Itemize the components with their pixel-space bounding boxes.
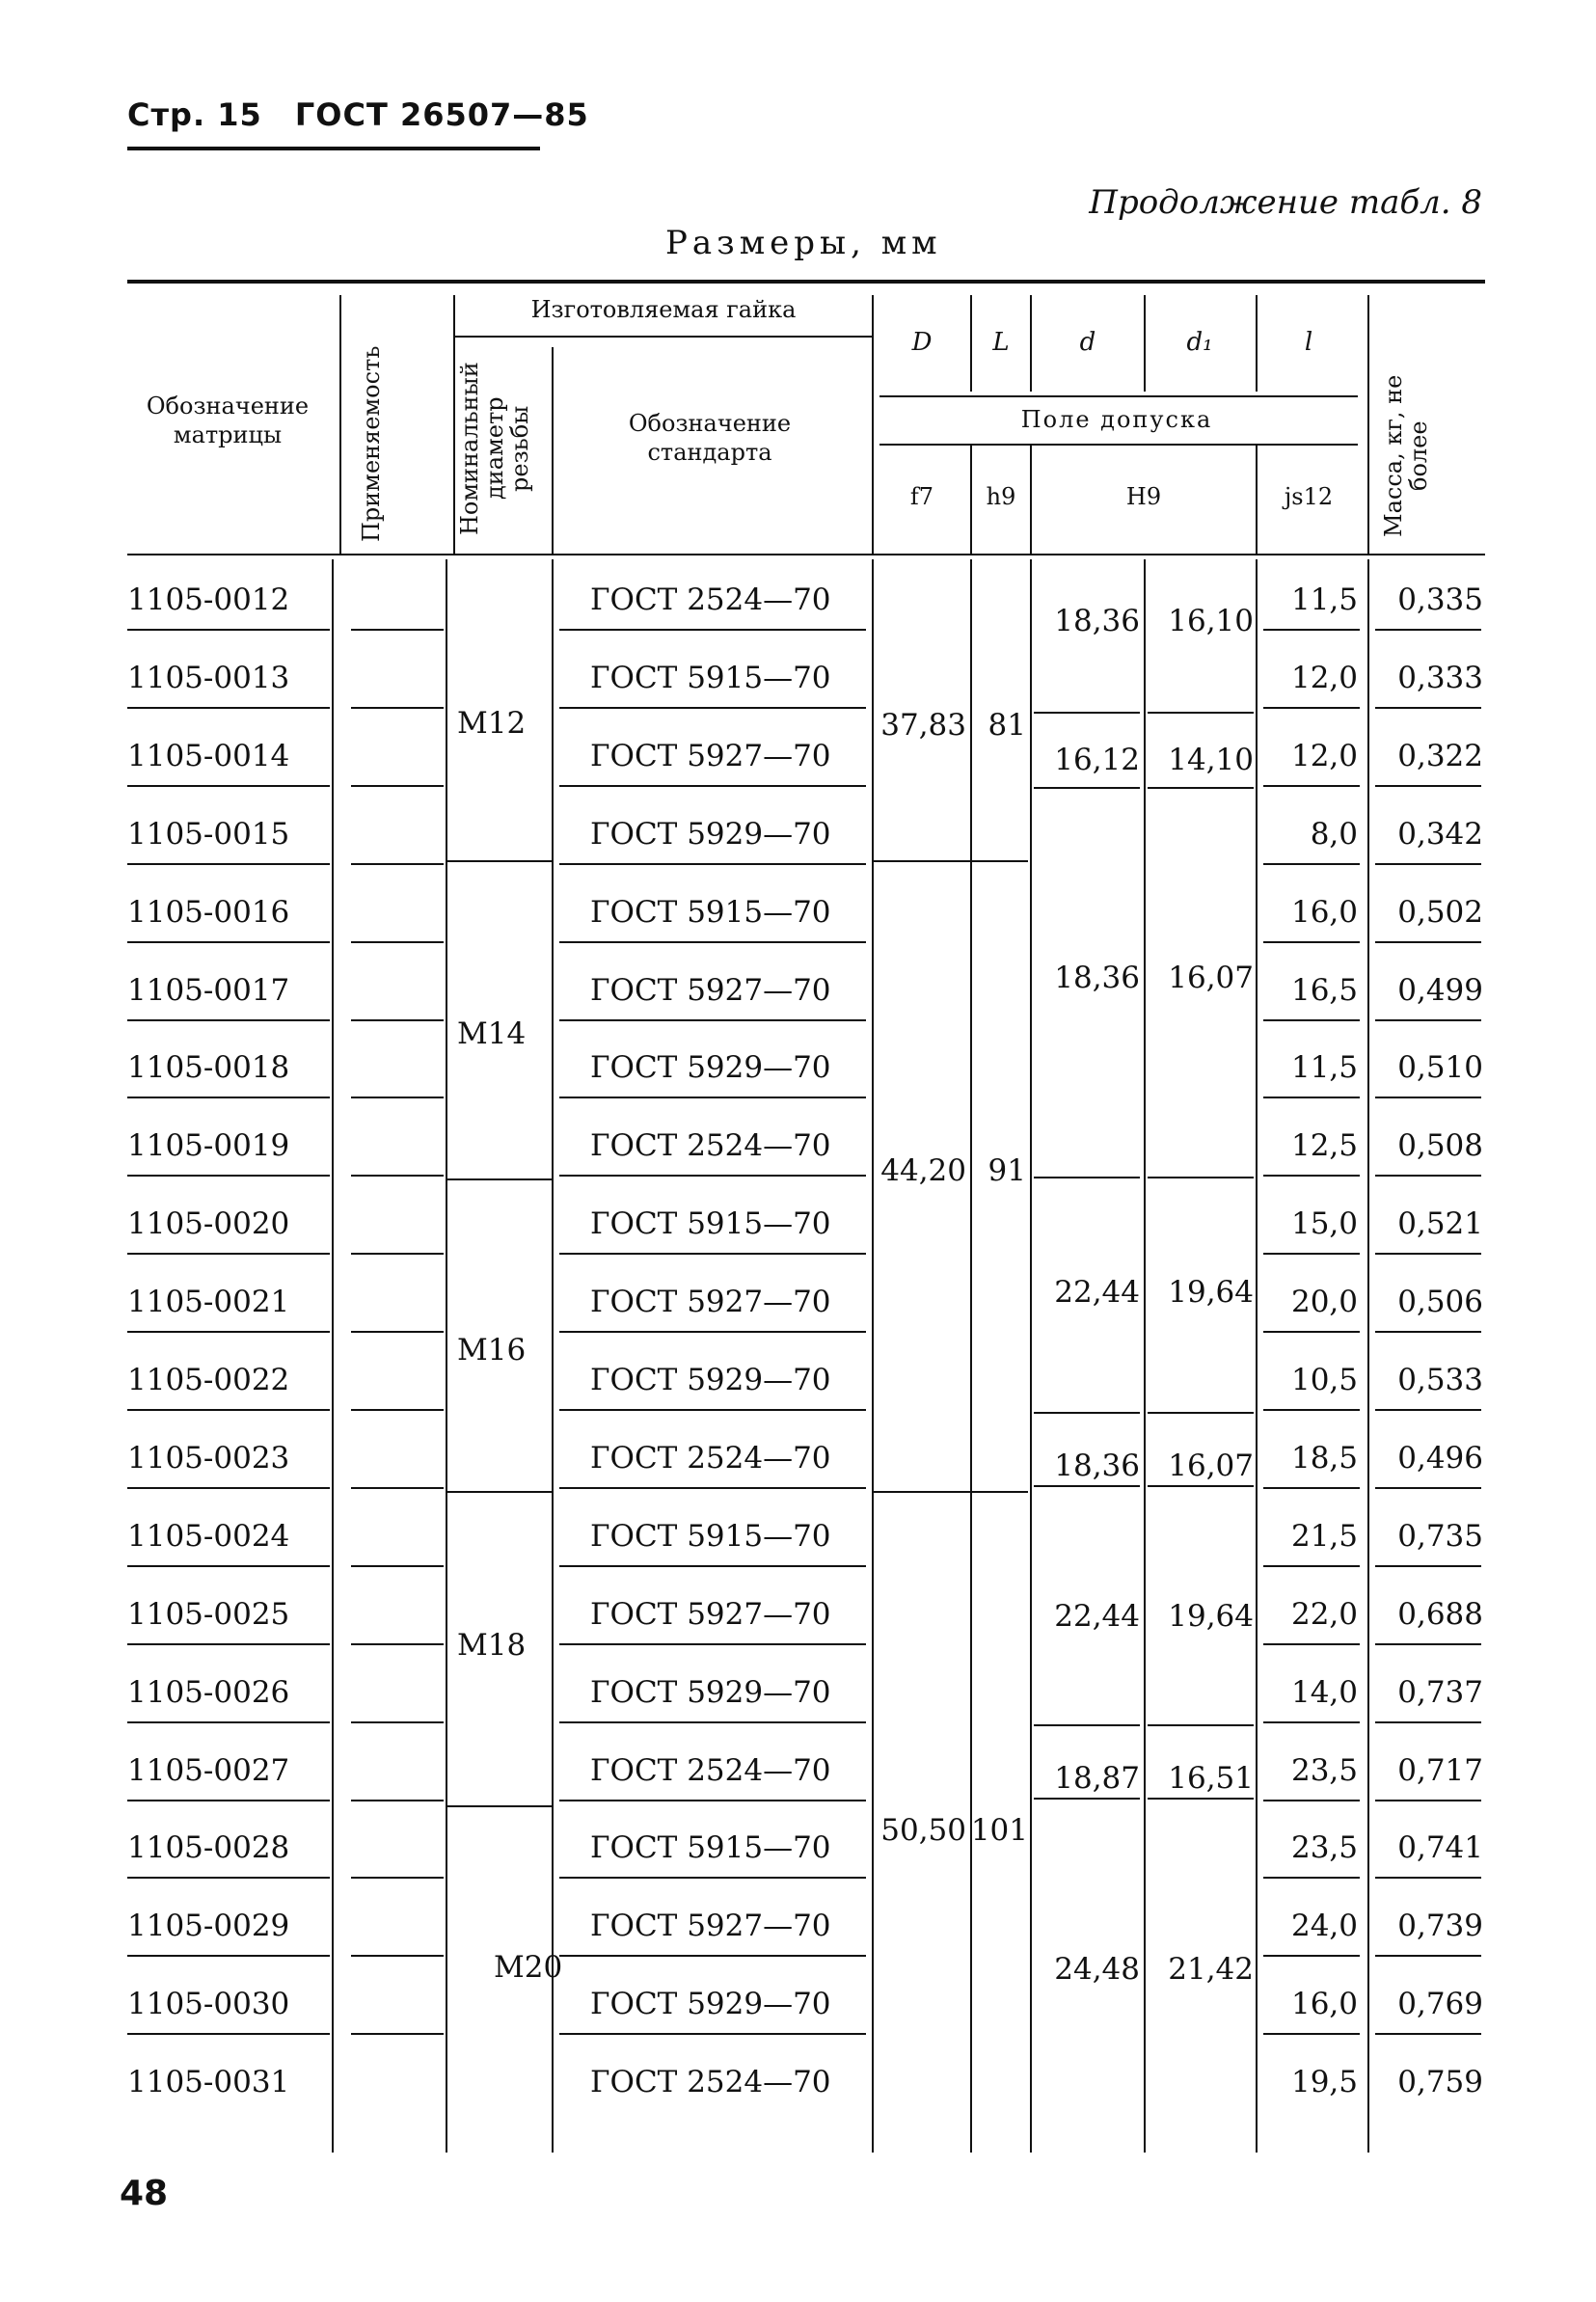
row-rule	[1263, 1331, 1360, 1333]
matrix-code: 1105-0027	[127, 1753, 290, 1788]
row-rule	[351, 1721, 444, 1723]
row-rule	[1263, 707, 1360, 709]
row-rule	[1375, 2033, 1481, 2035]
row-rule	[127, 1487, 330, 1489]
hdr-vline	[1030, 295, 1032, 392]
group-rule	[1148, 1798, 1254, 1800]
row-rule	[1263, 1565, 1360, 1567]
row-rule	[127, 707, 330, 709]
standard-designation: ГОСТ 5915—70	[590, 1206, 831, 1241]
matrix-code: 1105-0024	[127, 1519, 290, 1554]
standard-designation: ГОСТ 5915—70	[590, 895, 831, 930]
mass-value: 0,342	[1397, 817, 1483, 852]
mass-value: 0,533	[1397, 1363, 1483, 1397]
row-rule	[559, 2033, 866, 2035]
D-group-1: 37,83	[880, 708, 966, 743]
l-value: 21,5	[1290, 1519, 1358, 1554]
row-rule	[127, 1877, 330, 1879]
l-value: 12,0	[1290, 739, 1358, 773]
hdr-vline	[872, 295, 874, 554]
group-rule	[872, 1491, 1028, 1493]
row-rule	[559, 941, 866, 943]
L-group-1: 81	[987, 708, 1026, 743]
row-rule	[127, 1800, 330, 1801]
standard-designation: ГОСТ 2524—70	[590, 1128, 831, 1163]
row-rule	[1263, 941, 1360, 943]
row-rule	[127, 1565, 330, 1567]
row-rule	[1263, 863, 1360, 865]
running-header	[127, 96, 610, 133]
row-rule	[127, 1955, 330, 1957]
group-rule	[446, 1805, 552, 1807]
mass-value: 0,735	[1397, 1519, 1483, 1554]
l-value: 10,5	[1290, 1363, 1358, 1397]
row-rule	[1263, 1643, 1360, 1645]
row-rule	[127, 1331, 330, 1333]
hdr-vline	[552, 347, 554, 554]
row-rule	[559, 629, 866, 631]
group-rule	[872, 860, 1028, 862]
d-group: 22,44	[1054, 1275, 1140, 1310]
matrix-code: 1105-0019	[127, 1128, 290, 1163]
mass-value: 0,335	[1397, 582, 1483, 617]
standard-designation: ГОСТ 5929—70	[590, 1675, 831, 1710]
row-rule	[1263, 1955, 1360, 1957]
thread-M20: M20	[494, 1950, 563, 1985]
row-rule	[1375, 707, 1481, 709]
row-rule	[559, 1097, 866, 1098]
body-vline	[552, 559, 554, 2153]
matrix-code: 1105-0016	[127, 895, 290, 930]
hdr-vline	[1144, 295, 1146, 392]
hdr-vline	[1030, 446, 1032, 554]
table-continuation-label: Продолжение табл. 8	[1089, 183, 1482, 222]
row-rule	[127, 2033, 330, 2035]
row-rule	[351, 785, 444, 787]
standard-designation: ГОСТ 5929—70	[590, 1987, 831, 2021]
group-rule	[446, 1178, 552, 1180]
hdr-hline	[879, 395, 1358, 397]
header-thread-diameter: Номинальный диаметр резьбы	[456, 362, 533, 535]
hdr-vline	[1256, 295, 1258, 392]
row-rule	[127, 1175, 330, 1177]
d1-group: 19,64	[1168, 1275, 1254, 1310]
row-rule	[1375, 1019, 1481, 1021]
mass-value: 0,506	[1397, 1285, 1483, 1319]
tolerance-d: H9	[1125, 483, 1162, 510]
doc-title: ГОСТ 26507—85	[294, 96, 589, 133]
tolerance-L: h9	[986, 483, 1016, 510]
d-group: 16,12	[1054, 743, 1140, 777]
row-rule	[559, 1019, 866, 1021]
l-value: 15,0	[1290, 1206, 1358, 1241]
l-value: 16,0	[1290, 895, 1358, 930]
row-rule	[1375, 1175, 1481, 1177]
row-rule	[1263, 1877, 1360, 1879]
row-rule	[1375, 1721, 1481, 1723]
l-value: 8,0	[1310, 817, 1358, 852]
group-rule	[1148, 712, 1254, 714]
group-rule	[1034, 1177, 1140, 1178]
row-rule	[1375, 1643, 1481, 1645]
matrix-code: 1105-0022	[127, 1363, 290, 1397]
standard-designation: ГОСТ 2524—70	[590, 1753, 831, 1788]
standard-designation: ГОСТ 5929—70	[590, 1363, 831, 1397]
row-rule	[351, 1097, 444, 1098]
row-rule	[1375, 1955, 1481, 1957]
row-rule	[1375, 785, 1481, 787]
mass-value: 0,510	[1397, 1050, 1483, 1085]
matrix-code: 1105-0021	[127, 1285, 290, 1319]
mass-value: 0,499	[1397, 973, 1483, 1008]
row-rule	[127, 1097, 330, 1098]
group-rule	[446, 860, 552, 862]
matrix-code: 1105-0017	[127, 973, 290, 1008]
mass-value: 0,508	[1397, 1128, 1483, 1163]
standard-designation: ГОСТ 5915—70	[590, 1519, 831, 1554]
standard-designation: ГОСТ 5929—70	[590, 817, 831, 852]
header-D: D	[911, 328, 933, 357]
row-rule	[127, 1019, 330, 1021]
hdr-vline	[339, 295, 341, 554]
l-value: 16,0	[1290, 1987, 1358, 2021]
d1-group: 19,64	[1168, 1599, 1254, 1634]
row-rule	[559, 785, 866, 787]
tolerance-l: js12	[1284, 483, 1334, 510]
standard-designation: ГОСТ 2524—70	[590, 2065, 831, 2099]
group-rule	[1148, 1485, 1254, 1487]
row-rule	[559, 1800, 866, 1801]
l-value: 14,0	[1290, 1675, 1358, 1710]
row-rule	[559, 707, 866, 709]
matrix-code: 1105-0026	[127, 1675, 290, 1710]
header-d: d	[1079, 328, 1096, 357]
units-label: Размеры, мм	[665, 224, 942, 262]
thread-M14: M14	[457, 1016, 527, 1051]
matrix-code: 1105-0014	[127, 739, 290, 773]
matrix-code: 1105-0015	[127, 817, 290, 852]
header-bottom-rule	[127, 554, 1485, 555]
row-rule	[127, 1253, 330, 1255]
row-rule	[559, 1877, 866, 1879]
row-rule	[559, 863, 866, 865]
row-rule	[351, 1877, 444, 1879]
row-rule	[1375, 1253, 1481, 1255]
l-value: 23,5	[1290, 1830, 1358, 1865]
row-rule	[1263, 2033, 1360, 2035]
l-value: 12,0	[1290, 661, 1358, 695]
mass-value: 0,502	[1397, 895, 1483, 930]
row-rule	[351, 1955, 444, 1957]
row-rule	[1263, 785, 1360, 787]
row-rule	[1263, 1721, 1360, 1723]
l-value: 11,5	[1290, 582, 1358, 617]
row-rule	[127, 1643, 330, 1645]
thread-M12: M12	[457, 706, 527, 741]
header-l: l	[1304, 328, 1313, 357]
matrix-code: 1105-0029	[127, 1909, 290, 1943]
standard-designation: ГОСТ 5929—70	[590, 1050, 831, 1085]
header-tolerance: Поле допуска	[1020, 406, 1213, 433]
row-rule	[1375, 941, 1481, 943]
row-rule	[127, 629, 330, 631]
mass-value: 0,737	[1397, 1675, 1483, 1710]
header-rule	[127, 147, 540, 150]
l-value: 12,5	[1290, 1128, 1358, 1163]
group-rule	[1034, 712, 1140, 714]
d-group: 18,36	[1054, 961, 1140, 995]
thread-M16: M16	[457, 1333, 527, 1368]
body-vline	[1144, 559, 1146, 2153]
row-rule	[559, 1565, 866, 1567]
d1-group: 14,10	[1168, 743, 1254, 777]
group-rule	[446, 1491, 552, 1493]
row-rule	[1375, 1097, 1481, 1098]
header-mass: Масса, кг, не более	[1380, 374, 1432, 538]
hdr-hline	[453, 336, 872, 338]
l-value: 18,5	[1290, 1441, 1358, 1476]
row-rule	[351, 1800, 444, 1801]
row-rule	[1263, 1487, 1360, 1489]
d1-group: 16,51	[1168, 1761, 1254, 1796]
d1-group: 16,07	[1168, 1449, 1254, 1483]
thread-M18: M18	[457, 1628, 527, 1663]
standard-designation: ГОСТ 5927—70	[590, 1909, 831, 1943]
row-rule	[127, 1409, 330, 1411]
row-rule	[351, 707, 444, 709]
mass-value: 0,496	[1397, 1441, 1483, 1476]
row-rule	[1375, 1565, 1481, 1567]
row-rule	[1375, 629, 1481, 631]
row-rule	[1263, 1409, 1360, 1411]
standard-designation: ГОСТ 5927—70	[590, 1285, 831, 1319]
L-group-2: 91	[987, 1153, 1026, 1188]
standard-designation: ГОСТ 2524—70	[590, 1441, 831, 1476]
row-rule	[127, 863, 330, 865]
row-rule	[1375, 1409, 1481, 1411]
table-top-rule	[127, 280, 1485, 284]
standard-designation: ГОСТ 2524—70	[590, 582, 831, 617]
matrix-code: 1105-0018	[127, 1050, 290, 1085]
d-group: 18,36	[1054, 604, 1140, 638]
header-nut-group: Изготовляемая гайка	[530, 296, 797, 323]
l-value: 24,0	[1290, 1909, 1358, 1943]
row-rule	[1263, 1097, 1360, 1098]
row-rule	[1375, 1487, 1481, 1489]
standard-designation: ГОСТ 5927—70	[590, 1597, 831, 1632]
matrix-code: 1105-0031	[127, 2065, 290, 2099]
row-rule	[351, 2033, 444, 2035]
tolerance-D: f7	[909, 483, 934, 510]
d1-group: 16,07	[1168, 961, 1254, 995]
l-value: 19,5	[1290, 2065, 1358, 2099]
l-value: 11,5	[1290, 1050, 1358, 1085]
matrix-code: 1105-0012	[127, 582, 290, 617]
header-matrix: Обозначение матрицы	[146, 393, 310, 448]
matrix-code: 1105-0025	[127, 1597, 290, 1632]
row-rule	[559, 1487, 866, 1489]
d-group: 24,48	[1054, 1952, 1140, 1987]
matrix-code: 1105-0013	[127, 661, 290, 695]
mass-value: 0,322	[1397, 739, 1483, 773]
group-rule	[1148, 787, 1254, 789]
row-rule	[1263, 1800, 1360, 1801]
page-label: Стр. 15	[127, 96, 262, 133]
header-d1: d₁	[1186, 328, 1213, 357]
row-rule	[559, 1643, 866, 1645]
hdr-vline	[1256, 446, 1258, 554]
d1-group: 16,10	[1168, 604, 1254, 638]
header-L: L	[992, 328, 1010, 357]
hdr-vline	[1367, 295, 1369, 554]
body-vline	[1030, 559, 1032, 2153]
row-rule	[559, 1175, 866, 1177]
hdr-vline	[970, 295, 972, 392]
standard-designation: ГОСТ 5927—70	[590, 973, 831, 1008]
standard-designation: ГОСТ 5915—70	[590, 661, 831, 695]
row-rule	[1263, 1175, 1360, 1177]
body-vline	[970, 559, 972, 2153]
group-rule	[1034, 1485, 1140, 1487]
row-rule	[351, 1331, 444, 1333]
page-number: 48	[120, 2174, 169, 2213]
mass-value: 0,759	[1397, 2065, 1483, 2099]
row-rule	[1263, 1253, 1360, 1255]
d-group: 18,87	[1054, 1761, 1140, 1796]
row-rule	[559, 1253, 866, 1255]
D-group-3: 50,50	[880, 1813, 966, 1848]
D-group-2: 44,20	[880, 1153, 966, 1188]
row-rule	[127, 941, 330, 943]
row-rule	[351, 1643, 444, 1645]
hdr-vline	[970, 446, 972, 554]
hdr-vline	[453, 295, 455, 554]
matrix-code: 1105-0020	[127, 1206, 290, 1241]
l-value: 23,5	[1290, 1753, 1358, 1788]
mass-value: 0,688	[1397, 1597, 1483, 1632]
row-rule	[351, 1565, 444, 1567]
header-standard: Обозначение стандарта	[628, 410, 792, 466]
row-rule	[351, 1019, 444, 1021]
row-rule	[1263, 629, 1360, 631]
row-rule	[351, 863, 444, 865]
group-rule	[1034, 787, 1140, 789]
row-rule	[559, 1409, 866, 1411]
row-rule	[1263, 1019, 1360, 1021]
row-rule	[1375, 1331, 1481, 1333]
row-rule	[559, 1955, 866, 1957]
l-value: 20,0	[1290, 1285, 1358, 1319]
mass-value: 0,741	[1397, 1830, 1483, 1865]
mass-value: 0,769	[1397, 1987, 1483, 2021]
group-rule	[1148, 1177, 1254, 1178]
row-rule	[559, 1721, 866, 1723]
standard-designation: ГОСТ 5915—70	[590, 1830, 831, 1865]
body-vline	[446, 559, 447, 2153]
header-applicability: Применяемость	[358, 345, 385, 542]
mass-value: 0,717	[1397, 1753, 1483, 1788]
row-rule	[351, 941, 444, 943]
d1-group: 21,42	[1168, 1952, 1254, 1987]
row-rule	[559, 1331, 866, 1333]
row-rule	[1375, 1877, 1481, 1879]
L-group-3: 101	[970, 1813, 1028, 1848]
matrix-code: 1105-0028	[127, 1830, 290, 1865]
group-rule	[1034, 1724, 1140, 1726]
row-rule	[1375, 1800, 1481, 1801]
matrix-code: 1105-0030	[127, 1987, 290, 2021]
mass-value: 0,739	[1397, 1909, 1483, 1943]
group-rule	[1148, 1412, 1254, 1414]
l-value: 22,0	[1290, 1597, 1358, 1632]
row-rule	[351, 1487, 444, 1489]
l-value: 16,5	[1290, 973, 1358, 1008]
group-rule	[1148, 1724, 1254, 1726]
d-group: 22,44	[1054, 1599, 1140, 1634]
mass-value: 0,521	[1397, 1206, 1483, 1241]
hdr-hline	[879, 444, 1358, 446]
row-rule	[351, 629, 444, 631]
d-group: 18,36	[1054, 1449, 1140, 1483]
standard-designation: ГОСТ 5927—70	[590, 739, 831, 773]
group-rule	[1034, 1412, 1140, 1414]
body-vline	[1367, 559, 1369, 2153]
mass-value: 0,333	[1397, 661, 1483, 695]
row-rule	[1375, 863, 1481, 865]
row-rule	[351, 1253, 444, 1255]
body-vline	[872, 559, 874, 2153]
row-rule	[127, 1721, 330, 1723]
row-rule	[127, 785, 330, 787]
matrix-code: 1105-0023	[127, 1441, 290, 1476]
group-rule	[1034, 1798, 1140, 1800]
body-vline	[332, 559, 334, 2153]
row-rule	[351, 1175, 444, 1177]
row-rule	[351, 1409, 444, 1411]
